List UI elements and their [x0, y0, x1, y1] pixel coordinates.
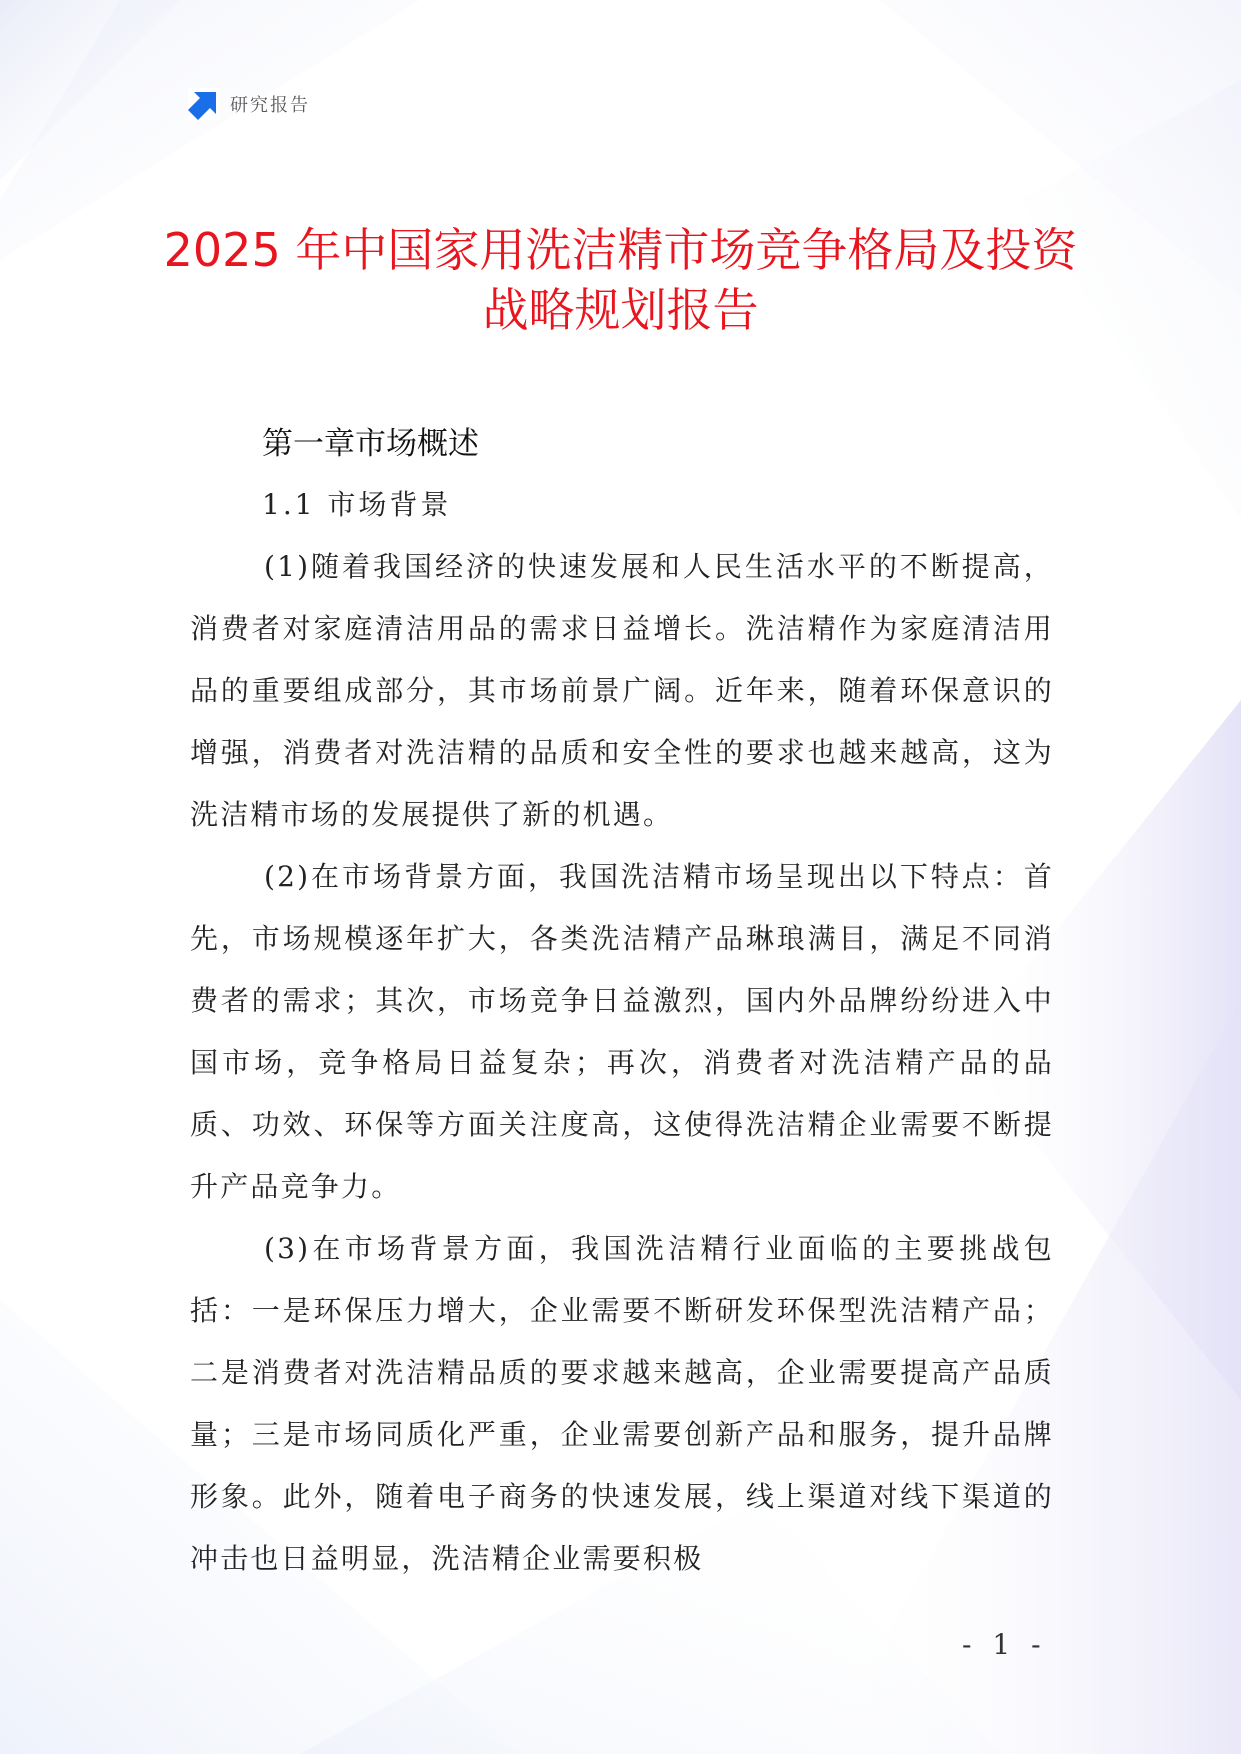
paragraph-1: (1)随着我国经济的快速发展和人民生活水平的不断提高，消费者对家庭清洁用品的需求日益增长。洗洁精作为家庭清洁用品的重要组成部分，其市场前景广阔。近年来，随着环保意识的增强，消费者对洗洁精的品质和安全性的要求也越来越高，这为洗洁精市场的发展提供了新的机遇。 [190, 550, 1054, 831]
report-header [188, 88, 310, 120]
page-number: - 1 - [962, 1628, 1047, 1661]
arrow-up-right-icon [188, 88, 220, 120]
report-title: 2025 年中国家用洗洁精市场竞争格局及投资战略规划报告 [163, 223, 1078, 337]
section-heading: 1.1 市场背景 [262, 488, 452, 521]
paragraph-2: (2)在市场背景方面，我国洗洁精市场呈现出以下特点：首先，市场规模逐年扩大，各类洗洁精产品琳琅满目，满足不同消费者的需求；其次，市场竞争日益激烈，国内外品牌纷纷进入中国市场，竞争格局日益复杂；再次，消费者对洗洁精产品的品质、功效、环保等方面关注度高，这使得洗洁精企业需要不断提升产品竞争力。 [190, 860, 1054, 1203]
brand-label: 研究报告 [230, 95, 310, 116]
body-text [190, 536, 1054, 1590]
chapter-heading: 第一章市场概述 [262, 426, 479, 462]
paragraph-3: (3)在市场背景方面，我国洗洁精行业面临的主要挑战包括：一是环保压力增大，企业需要不断研发环保型洗洁精产品；二是消费者对洗洁精品质的要求越来越高，企业需要提高产品质量；三是市场同质化严重，企业需要创新产品和服务，提升品牌形象。此外，随着电子商务的快速发展，线上渠道对线下渠道的冲击也日益明显，洗洁精企业需要积极 [190, 1232, 1054, 1575]
